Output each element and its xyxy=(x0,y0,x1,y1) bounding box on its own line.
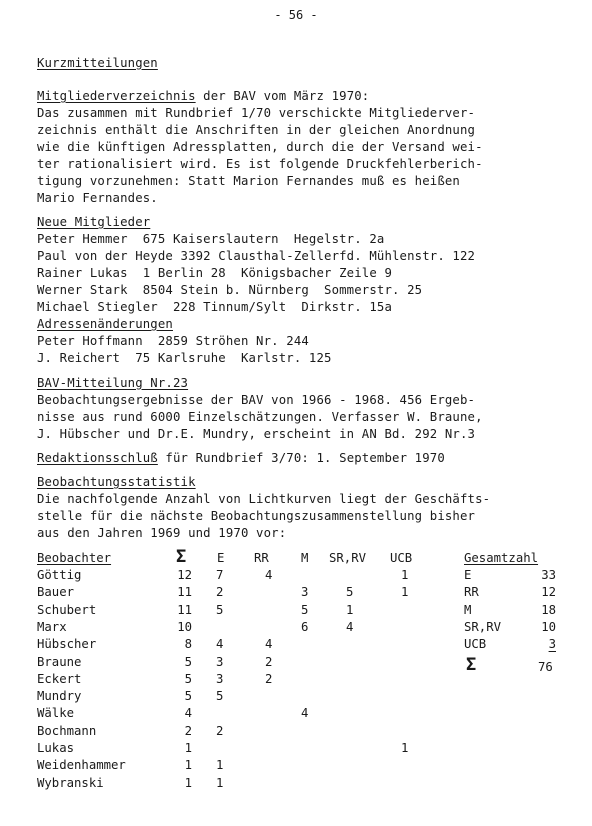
cell-sum: 8 xyxy=(184,637,192,652)
statistik-line: stelle für die nächste Beobachtungszusammenstellung bisher xyxy=(37,509,476,523)
verzeichnis-title-rest: der BAV vom März 1970: xyxy=(195,89,370,103)
gesamtzahl-label: E xyxy=(464,568,472,582)
gesamtzahl-value: 12 xyxy=(541,585,556,600)
redaktion-rest: für Rundbrief 3/70: 1. September 1970 xyxy=(157,451,445,465)
cell-sum: 1 xyxy=(184,775,192,790)
cell-ucb: 1 xyxy=(401,568,409,582)
cell-sum: 1 xyxy=(184,741,192,755)
cell-m: 3 xyxy=(301,585,309,600)
verzeichnis-line: Mario Fernandes. xyxy=(37,191,158,205)
address-line: Peter Hoffmann 2859 Ströhen Nr. 244 xyxy=(37,334,309,348)
adressen-title: Adressenänderungen xyxy=(37,317,173,331)
col-header-m: M xyxy=(301,551,309,565)
cell-observer: Mundry xyxy=(37,689,82,704)
cell-sum: 5 xyxy=(184,654,192,669)
cell-observer: Wälke xyxy=(37,706,75,721)
cell-observer: Weidenhammer xyxy=(37,758,126,773)
gesamtzahl-label: SR,RV xyxy=(464,619,502,634)
verzeichnis-line: ter rationalisiert wird. Es ist folgende Druckfehlerberich- xyxy=(37,157,483,171)
member-line: Rainer Lukas 1 Berlin 28 Königsbacher Zeile 9 xyxy=(37,266,393,280)
cell-m: 4 xyxy=(301,706,309,721)
col-header-srrv: SR,RV xyxy=(329,551,367,565)
verzeichnis-line: tigung vorzunehmen: Statt Marion Fernandes muß es heißen xyxy=(37,174,460,188)
col-header-sum: Σ xyxy=(176,547,187,567)
cell-m: 5 xyxy=(301,602,309,617)
cell-observer: Hübscher xyxy=(37,637,97,652)
cell-observer: Marx xyxy=(37,619,67,634)
member-line: Michael Stiegler 228 Tinnum/Sylt Dirkstr. 15a xyxy=(37,300,393,314)
cell-sum: 10 xyxy=(177,619,192,634)
cell-sum: 11 xyxy=(177,585,192,600)
cell-observer: Eckert xyxy=(37,671,82,686)
gesamtzahl-value: 3 xyxy=(548,637,556,652)
cell-e: 3 xyxy=(216,654,224,669)
cell-sum: 2 xyxy=(184,723,192,738)
statistik-line: aus den Jahren 1969 und 1970 vor: xyxy=(37,526,287,540)
member-line: Werner Stark 8504 Stein b. Nürnberg Sommerstr. 25 xyxy=(37,283,423,297)
cell-observer: Schubert xyxy=(37,602,97,617)
cell-e: 4 xyxy=(216,637,224,652)
cell-srrv: 1 xyxy=(346,602,354,617)
cell-observer: Bochmann xyxy=(37,723,97,738)
col-header-ucb: UCB xyxy=(390,551,413,565)
cell-e: 1 xyxy=(216,758,224,773)
col-header-beobachter: Beobachter xyxy=(37,551,112,565)
member-line: Paul von der Heyde 3392 Clausthal-Zellerfd. Mühlenstr. 122 xyxy=(37,249,476,263)
verzeichnis-line: wie die künftigen Adressplatten, durch die der Versand wei- xyxy=(37,140,483,154)
cell-rr: 2 xyxy=(265,671,273,686)
gesamtzahl-value: 18 xyxy=(541,602,556,617)
verzeichnis-title-line xyxy=(37,88,369,105)
cell-observer: Wybranski xyxy=(37,775,104,790)
cell-sum: 11 xyxy=(177,602,192,617)
mitteilung-title: BAV-Mitteilung Nr.23 xyxy=(37,376,189,390)
gesamtzahl-title: Gesamtzahl xyxy=(464,551,539,565)
section-heading: Kurzmitteilungen xyxy=(37,56,158,70)
cell-srrv: 4 xyxy=(346,619,354,634)
cell-observer: Lukas xyxy=(37,741,75,755)
cell-e: 7 xyxy=(216,568,224,582)
cell-ucb: 1 xyxy=(401,585,409,600)
col-header-e: E xyxy=(217,551,225,565)
cell-m: 6 xyxy=(301,619,309,634)
cell-rr: 4 xyxy=(265,568,273,582)
cell-srrv: 5 xyxy=(346,585,354,600)
verzeichnis-line: zeichnis enthält die Anschriften in der gleichen Anordnung xyxy=(37,123,476,137)
col-header-rr: RR xyxy=(254,551,269,565)
cell-observer: Braune xyxy=(37,654,82,669)
mitteilung-line: nisse aus rund 6000 Einzelschätzungen. Verfasser W. Braune, xyxy=(37,410,483,424)
cell-e: 1 xyxy=(216,775,224,790)
cell-sum: 1 xyxy=(184,758,192,773)
redaktion-title: Redaktionsschluß xyxy=(37,451,158,465)
cell-e: 2 xyxy=(216,585,224,600)
cell-ucb: 1 xyxy=(401,741,409,755)
mitteilung-line: J. Hübscher und Dr.E. Mundry, erscheint in AN Bd. 292 Nr.3 xyxy=(37,427,476,441)
gesamtzahl-label: RR xyxy=(464,585,479,600)
cell-rr: 2 xyxy=(265,654,273,669)
gesamtzahl-total: 76 xyxy=(538,660,553,674)
cell-e: 2 xyxy=(216,723,224,738)
verzeichnis-title: Mitgliederverzeichnis xyxy=(37,89,196,103)
statistik-line: Die nachfolgende Anzahl von Lichtkurven liegt der Geschäfts- xyxy=(37,492,491,506)
address-line: J. Reichert 75 Karlsruhe Karlstr. 125 xyxy=(37,351,332,365)
cell-sum: 12 xyxy=(177,568,192,582)
neue-mitglieder-title: Neue Mitglieder xyxy=(37,215,151,229)
cell-sum: 4 xyxy=(184,706,192,721)
gesamtzahl-value: 33 xyxy=(541,568,556,582)
gesamtzahl-total-symbol: Σ xyxy=(466,655,477,675)
cell-sum: 5 xyxy=(184,689,192,704)
verzeichnis-line: Das zusammen mit Rundbrief 1/70 verschickte Mitgliederver- xyxy=(37,106,476,120)
cell-observer: Bauer xyxy=(37,585,75,600)
gesamtzahl-value: 10 xyxy=(541,619,556,634)
redaktion-line xyxy=(37,450,445,467)
gesamtzahl-label: UCB xyxy=(464,637,487,652)
statistik-title: Beobachtungsstatistik xyxy=(37,475,196,489)
gesamtzahl-label: M xyxy=(464,602,472,617)
cell-e: 3 xyxy=(216,671,224,686)
cell-sum: 5 xyxy=(184,671,192,686)
cell-e: 5 xyxy=(216,689,224,704)
cell-rr: 4 xyxy=(265,637,273,652)
page-number: - 56 - xyxy=(274,8,318,22)
mitteilung-line: Beobachtungsergebnisse der BAV von 1966 - 1968. 456 Ergeb- xyxy=(37,393,476,407)
cell-e: 5 xyxy=(216,602,224,617)
member-line: Peter Hemmer 675 Kaiserslautern Hegelstr. 2a xyxy=(37,232,385,246)
cell-observer: Göttig xyxy=(37,568,82,582)
